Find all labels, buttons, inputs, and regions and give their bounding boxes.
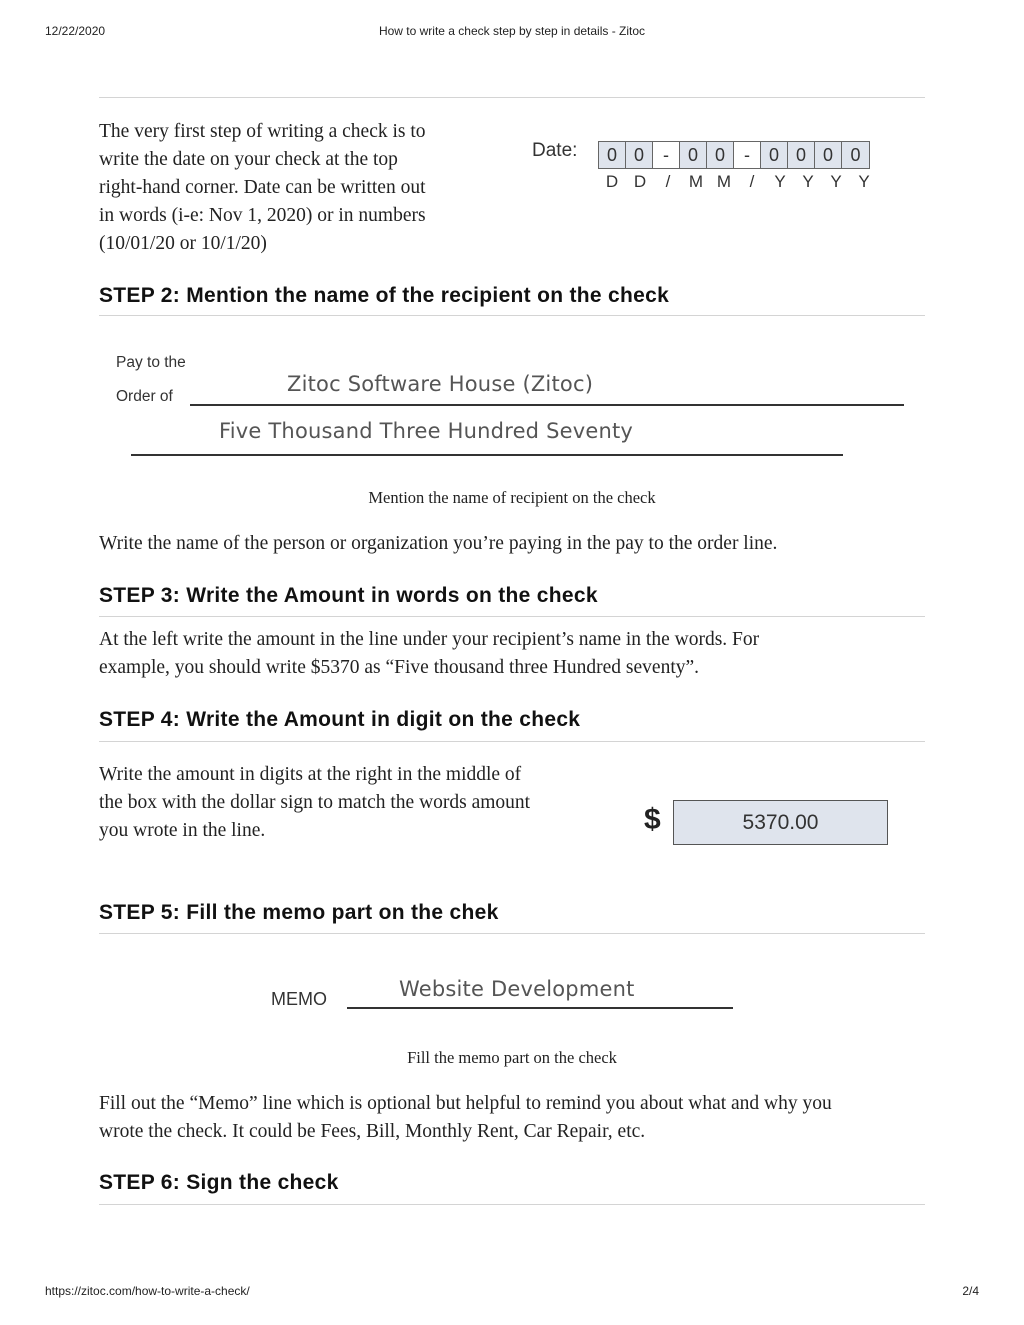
amount-words-line [131, 454, 843, 456]
date-format-char: D [605, 172, 619, 191]
date-digit-box: 0 [788, 142, 815, 168]
date-digit-box: 0 [842, 142, 869, 168]
date-format-char: M [688, 172, 704, 191]
top-divider [99, 97, 925, 98]
step3-paragraph [99, 626, 759, 682]
payee-line [190, 404, 904, 406]
step3-divider [99, 616, 925, 617]
step5-line: Fill out the “Memo” line which is optional but helpful to remind you about what and why you [99, 1093, 832, 1114]
step2-heading: STEP 2: Mention the name of the recipient on the check [99, 284, 670, 307]
step6-divider [99, 1204, 925, 1205]
step4-line: Write the amount in digits at the right in the middle of [99, 764, 522, 785]
date-format-char: D [633, 172, 647, 191]
pay-to-label: Pay to the [116, 354, 186, 371]
step4-divider [99, 741, 925, 742]
date-format-char: Y [774, 172, 786, 191]
step5-divider [99, 933, 925, 934]
memo-label: MEMO [271, 989, 327, 1009]
date-label: Date: [532, 140, 578, 161]
date-separator-box: - [653, 142, 680, 168]
dollar-sign: $ [644, 803, 661, 836]
date-format-row [598, 172, 878, 192]
step4-paragraph [99, 761, 530, 845]
print-title: How to write a check step by step in details - Zitoc [378, 24, 646, 38]
date-format-char: / [665, 172, 671, 191]
step1-line: The very first step of writing a check is to [99, 121, 426, 142]
step5-caption: Fill the memo part on the check [407, 1048, 617, 1067]
print-page-number: 2/4 [962, 1284, 979, 1298]
memo-handwriting: Website Development [399, 977, 635, 1001]
step1-line: right-hand corner. Date can be written out [99, 177, 426, 198]
step1-line: in words (i-e: Nov 1, 2020) or in numbers [99, 205, 426, 226]
print-footer [0, 1284, 1024, 1304]
memo-line [347, 1007, 733, 1009]
step1-line: (10/01/20 or 10/1/20) [99, 233, 267, 254]
step3-line: example, you should write $5370 as “Five thousand three Hundred seventy”. [99, 657, 700, 678]
date-digit-box: 0 [626, 142, 653, 168]
print-url: https://zitoc.com/how-to-write-a-check/ [45, 1284, 250, 1298]
step1-line: write the date on your check at the top [99, 149, 398, 170]
payee-handwriting: Zitoc Software House (Zitoc) [287, 372, 594, 396]
date-digit-box: 0 [707, 142, 734, 168]
date-digit-box: 0 [761, 142, 788, 168]
step5-heading: STEP 5: Fill the memo part on the chek [99, 901, 499, 924]
order-of-label: Order of [116, 388, 173, 405]
date-digit-box: 0 [680, 142, 707, 168]
step2-divider [99, 315, 925, 316]
step4-line: the box with the dollar sign to match the words amount [99, 792, 531, 813]
step5-line: wrote the check. It could be Fees, Bill, Monthly Rent, Car Repair, etc. [99, 1121, 646, 1142]
amount-words-handwriting: Five Thousand Three Hundred Seventy [219, 419, 634, 443]
step2-caption: Mention the name of recipient on the check [368, 488, 656, 507]
step2-paragraph: Write the name of the person or organization you’re paying in the pay to the order line. [99, 533, 778, 554]
step4-heading: STEP 4: Write the Amount in digit on the check [99, 708, 581, 731]
amount-box: 5370.00 [673, 800, 888, 845]
step3-heading: STEP 3: Write the Amount in words on the check [99, 584, 598, 607]
date-format-char: M [716, 172, 732, 191]
step6-heading: STEP 6: Sign the check [99, 1171, 339, 1194]
date-digit-box: 0 [815, 142, 842, 168]
print-header [0, 24, 1024, 44]
date-format-char: Y [830, 172, 842, 191]
step1-paragraph [99, 118, 426, 258]
date-format-char: Y [858, 172, 870, 191]
date-format-char: / [749, 172, 755, 191]
date-format-char: Y [802, 172, 814, 191]
step5-paragraph [99, 1090, 832, 1146]
date-separator-box: - [734, 142, 761, 168]
step3-line: At the left write the amount in the line under your recipient’s name in the words. For [99, 629, 760, 650]
date-digit-box: 0 [599, 142, 626, 168]
step4-line: you wrote in the line. [99, 820, 266, 841]
date-boxes [598, 141, 870, 169]
print-date: 12/22/2020 [45, 24, 106, 38]
